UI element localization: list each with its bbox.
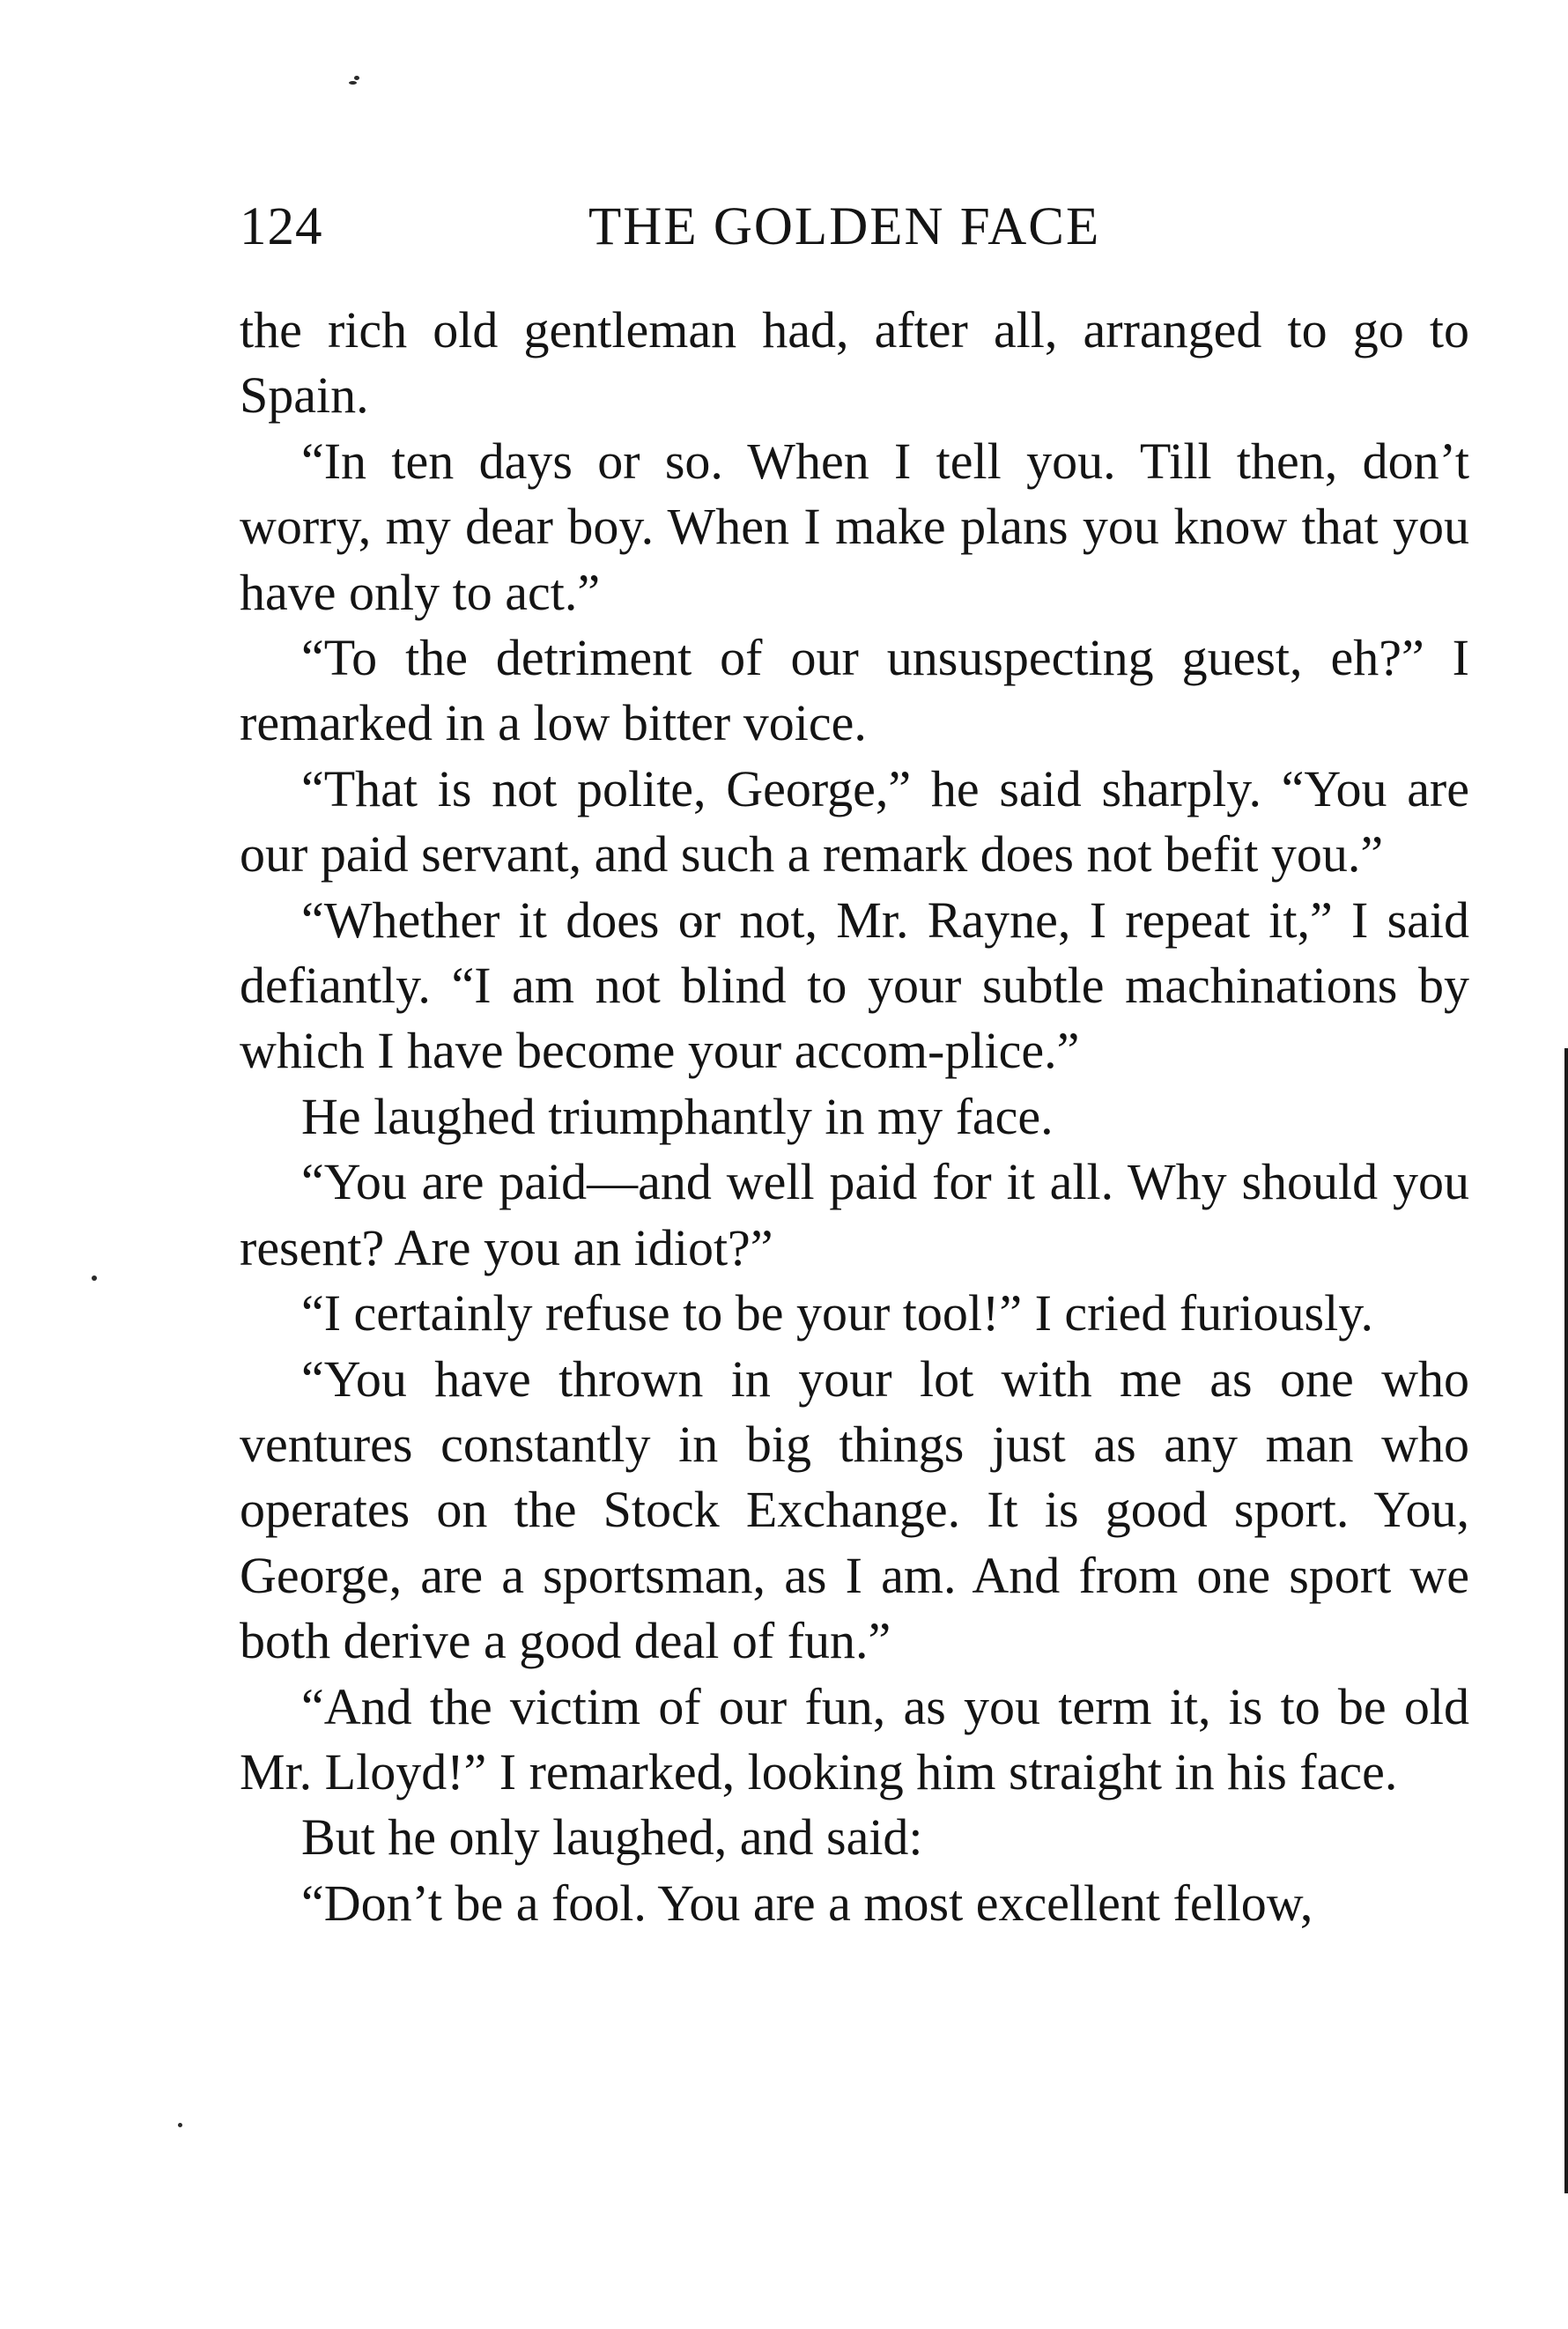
- paragraph: “I certainly refuse to be your tool!” I cried furiously.: [301, 1284, 1373, 1342]
- paragraph: “You have thrown in your lot with me as one who ventures constantly in big things just as any man who operates on the Stock Exchange. It is good sport. You, George, are a sportsman, as I am. And from one sport we both derive a good deal of fun.”: [240, 1349, 1469, 1670]
- page-number: 124: [240, 197, 323, 256]
- body-text: [240, 298, 1469, 1936]
- paragraph: “Whether it does or not, Mr. Rayne, I repeat it,” I said defiantly. “I am not blind to your subtle machinations by which I have become your accom-plice.”: [240, 891, 1469, 1080]
- book-title: THE GOLDEN FACE: [588, 197, 1101, 256]
- paragraph: “And the victim of our fun, as you term it, is to be old Mr. Lloyd!” I remarked, looking him straight in his face.: [240, 1677, 1469, 1800]
- ink-speck: [92, 1275, 97, 1281]
- ink-speck: [349, 81, 357, 85]
- paragraph: “In ten days or so. When I tell you. Till then, don’t worry, my dear boy. When I make plans you know that you have only to act.”: [240, 432, 1469, 621]
- paragraph: He laughed triumphantly in my face.: [301, 1087, 1054, 1145]
- paragraph: “You are paid—and well paid for it all. Why should you resent? Are you an idiot?”: [240, 1153, 1469, 1276]
- running-head: [240, 192, 1121, 262]
- paragraph: the rich old gentleman had, after all, arranged to go to Spain.: [240, 301, 1469, 425]
- page-edge-shadow: [1564, 1048, 1568, 2193]
- paragraph: “To the detriment of our unsuspecting guest, eh?” I remarked in a low bitter voice.: [240, 629, 1469, 752]
- paragraph: “Don’t be a fool. You are a most excellent fellow,: [301, 1874, 1313, 1932]
- ink-speck: [178, 2123, 182, 2127]
- ink-speck: [354, 76, 359, 80]
- paragraph: “That is not polite, George,” he said sharply. “You are our paid servant, and such a remark does not befit you.”: [240, 759, 1469, 884]
- paragraph: But he only laughed, and said:: [301, 1808, 923, 1867]
